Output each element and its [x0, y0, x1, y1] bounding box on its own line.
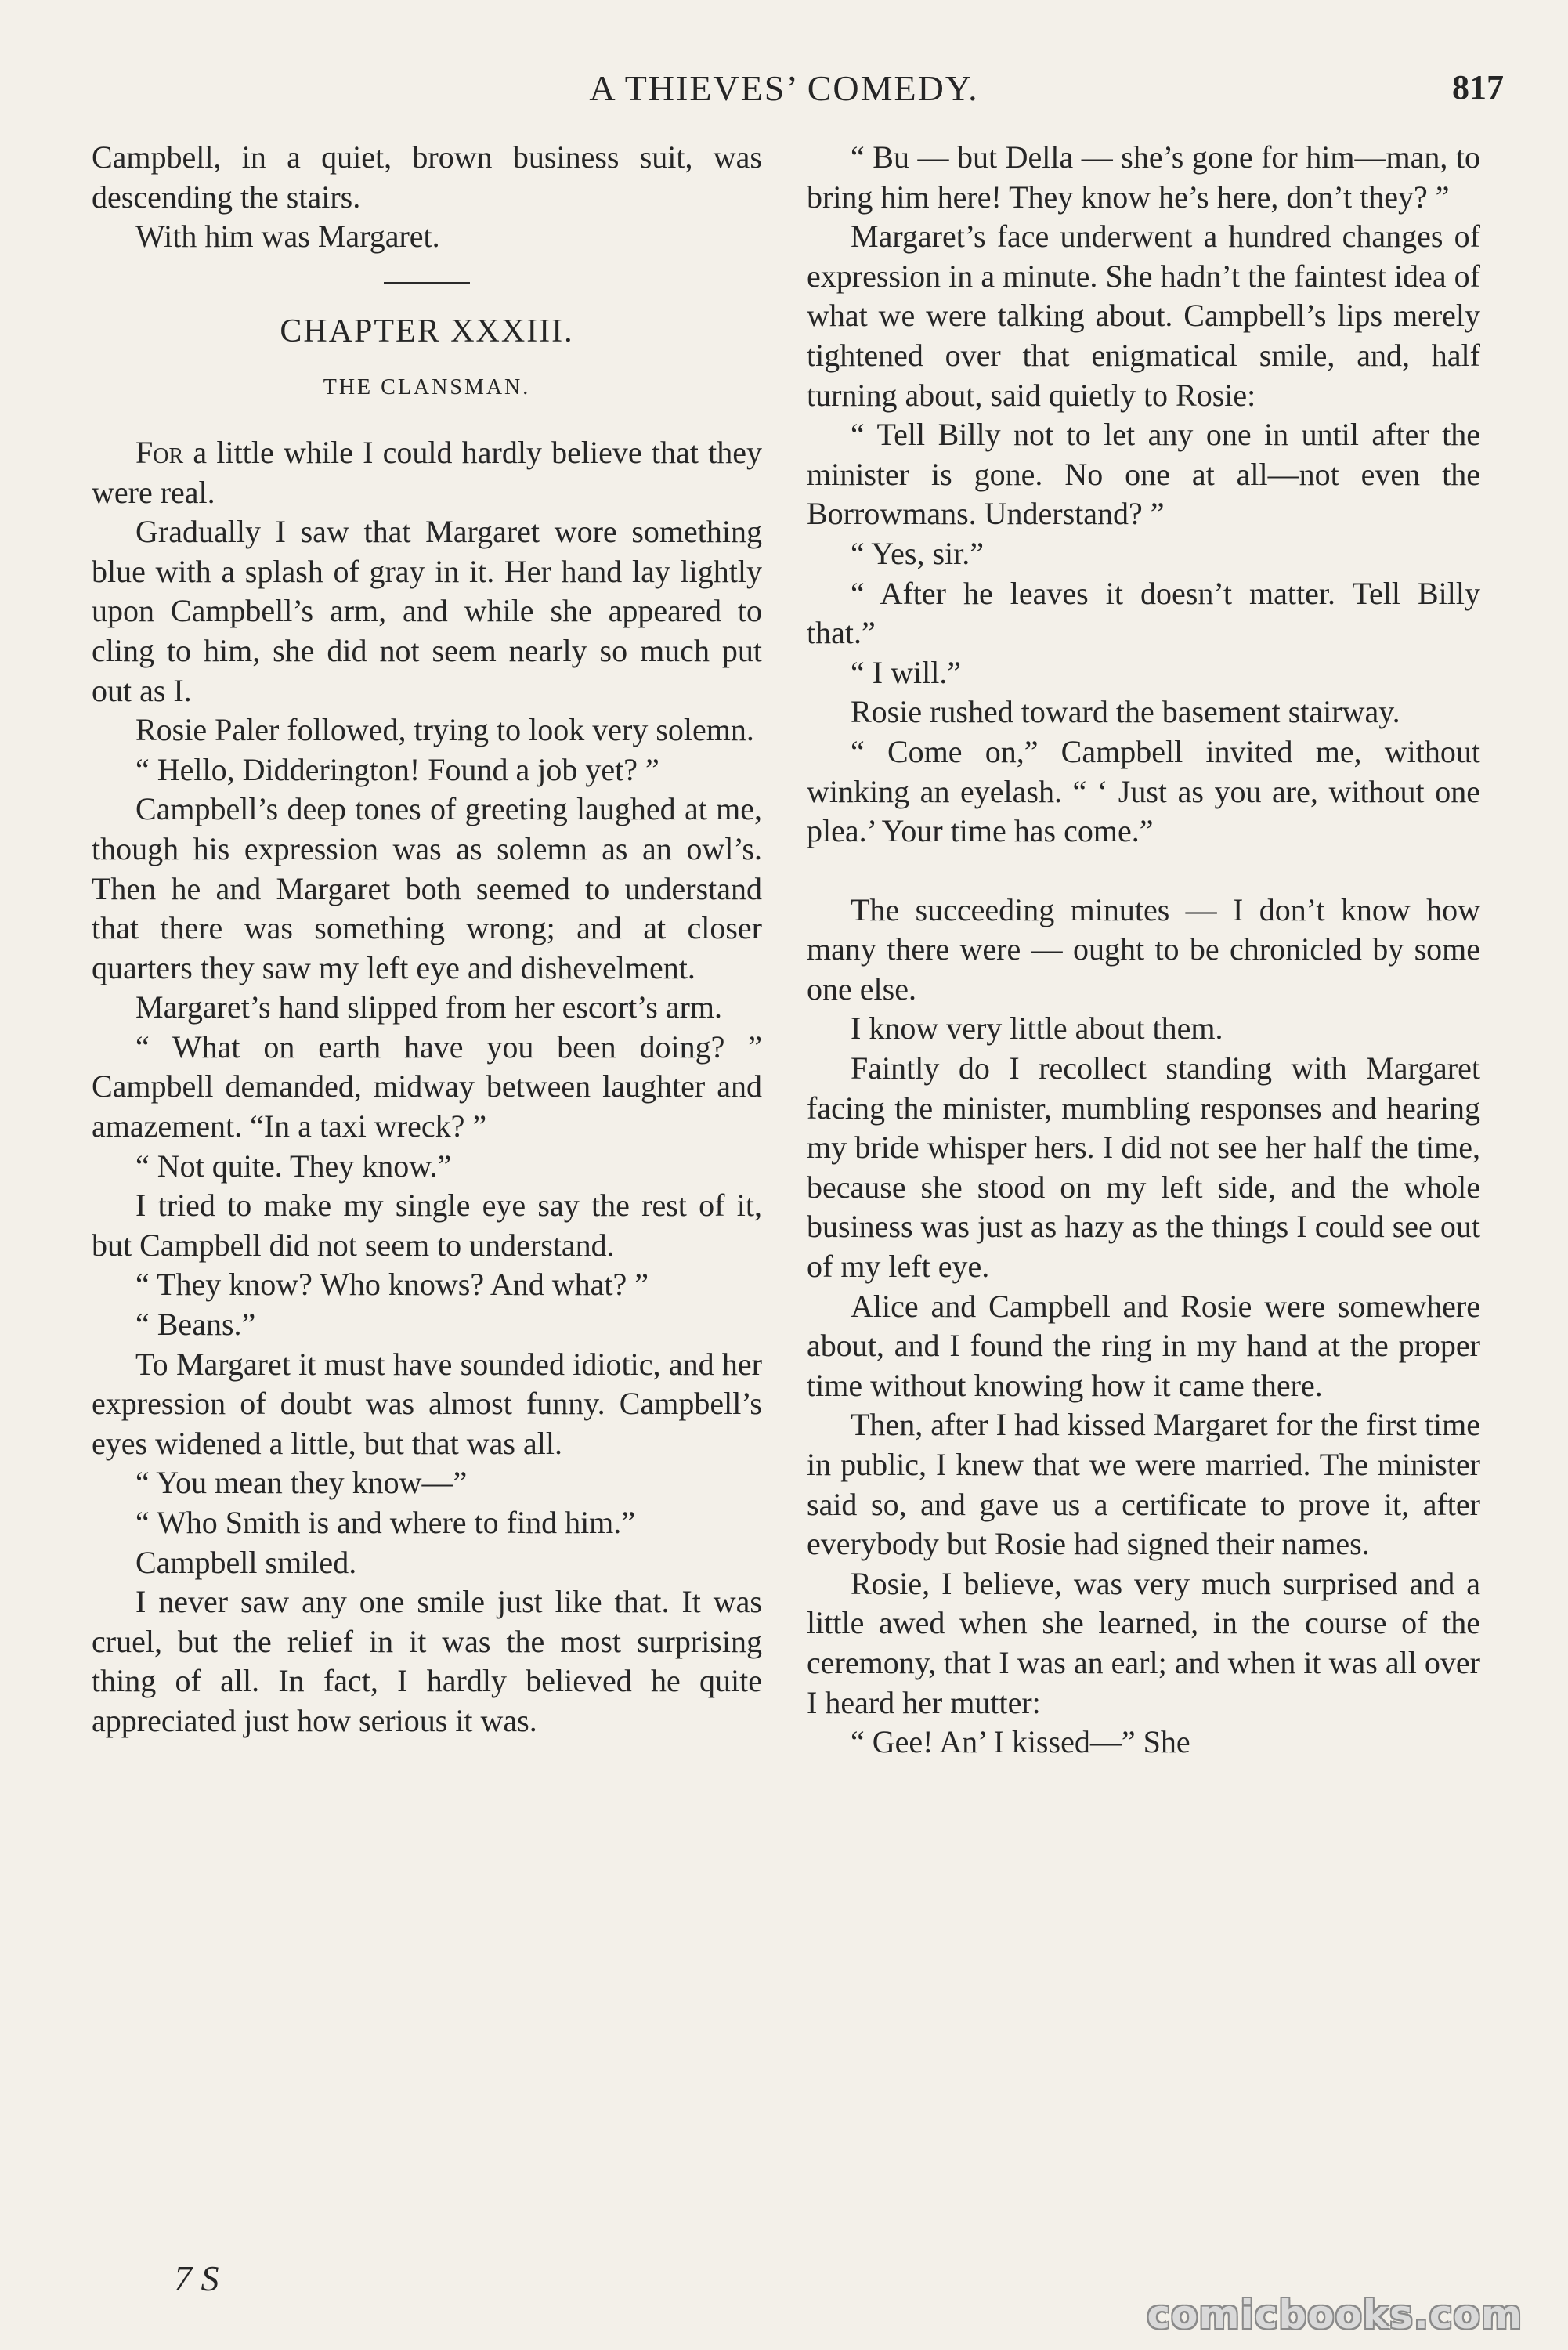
paragraph: Rosie rushed toward the basement stairway.	[851, 694, 1400, 730]
paragraph: “ Hello, Didderington! Found a job yet? ”	[135, 751, 659, 787]
paragraph: “ I will.”	[851, 654, 962, 690]
paragraph: Campbell smiled.	[135, 1544, 357, 1580]
chapter-opening-text: a little while I could hardly believe that they were real.	[92, 434, 762, 510]
paragraph: Rosie, I believe, was very much surprised and a little awed when she learned, in the course of the ceremony, that I was an earl; and when it was all over I heard her mutter:	[807, 1565, 1480, 1720]
signature-mark: 7 S	[174, 2258, 219, 2298]
paragraph: “ Who Smith is and where to find him.”	[135, 1505, 636, 1540]
paragraph: Gradually I saw that Margaret wore something blue with a splash of gray in it. Her hand lay lightly upon Campbell’s arm, and while she appeared to cling to him, she did not seem nearly so much put out as I.	[92, 514, 762, 708]
paragraph: “ Not quite. They know.”	[135, 1148, 452, 1184]
right-column	[807, 138, 1480, 1762]
paragraph: Alice and Campbell and Rosie were somewhere about, and I found the ring in my hand at the proper time without knowing how it came there.	[807, 1288, 1480, 1403]
left-paragraphs	[92, 512, 762, 1741]
paragraph: The succeeding minutes — I don’t know how many there were — ought to be chronicled by some one else.	[807, 891, 1480, 1007]
paragraph: “ Tell Billy not to let any one in until after the minister is gone. No one at all—not even the Borrowmans. Understand? ”	[807, 417, 1480, 532]
chapter-opening-paragraph	[92, 433, 762, 512]
paragraph: Rosie Paler followed, trying to look very solemn.	[135, 712, 754, 748]
paragraph: “ Yes, sir.”	[851, 535, 985, 571]
chapter-heading: CHAPTER XXXIII.	[280, 313, 574, 349]
paragraph: Campbell’s deep tones of greeting laughed at me, though his expression was as solemn as an owl’s. Then he and Margaret both seemed to understand that there was something wrong; and at closer quarters they saw my left eye and dishevelment.	[92, 791, 762, 985]
chapter-divider-rule	[384, 282, 470, 284]
paragraph: I know very little about them.	[851, 1010, 1223, 1047]
paragraph: “ Gee! An’ I kissed—” She	[851, 1724, 1190, 1760]
running-title: A THIEVES’ COMEDY.	[589, 68, 979, 108]
paragraph: Then, after I had kissed Margaret for the first time in public, I knew that we were married. The minister said so, and gave us a certificate to prove it, after everybody but Rosie had signed their names.	[807, 1407, 1480, 1562]
page-number: 817	[1452, 68, 1504, 107]
section-break	[807, 851, 1480, 891]
paragraph: Campbell, in a quiet, brown business suit, was descending the stairs.	[92, 139, 762, 215]
right-paragraphs-after-break	[807, 891, 1480, 1762]
intro-paragraphs	[92, 138, 762, 257]
paragraph: “ What on earth have you been doing? ” Campbell demanded, midway between laughter and amazement. “In a taxi wreck? ”	[92, 1029, 762, 1144]
left-column	[92, 138, 762, 1741]
paragraph: I tried to make my single eye say the rest of it, but Campbell did not seem to understand.	[92, 1188, 762, 1263]
paragraph: “ They know? Who knows? And what? ”	[135, 1267, 649, 1303]
paragraph: I never saw any one smile just like that. It was cruel, but the relief in it was the most surprising thing of all. In fact, I hardly believed he quite appreciated just how serious it was.	[92, 1584, 762, 1738]
paragraph: To Margaret it must have sounded idiotic, and her expression of doubt was almost funny. Campbell’s eyes widened a little, but that was all.	[92, 1346, 762, 1461]
watermark-logo: comicbooks.com	[1147, 2292, 1523, 2337]
paragraph: Margaret’s hand slipped from her escort’s arm.	[135, 989, 723, 1025]
paragraph: “ Bu — but Della — she’s gone for him—man, to bring him here! They know he’s here, don’t they? ”	[807, 139, 1480, 215]
paragraph: “ You mean they know—”	[135, 1465, 468, 1501]
running-head	[0, 67, 1568, 114]
chapter-subtitle: THE CLANSMAN.	[323, 375, 531, 400]
chapter-first-word: For	[135, 434, 184, 470]
paragraph: With him was Margaret.	[135, 219, 440, 255]
paragraph: “ After he leaves it doesn’t matter. Tell Billy that.”	[807, 575, 1480, 651]
paragraph: “ Come on,” Campbell invited me, without winking an eyelash. “ ‘ Just as you are, without one plea.’ Your time has come.”	[807, 733, 1480, 849]
paragraph: Faintly do I recollect standing with Margaret facing the minister, mumbling responses and hearing my bride whisper hers. I did not see her half the time, because she stood on my left side, and the whole business was just as hazy as the things I could see out of my left eye.	[807, 1050, 1480, 1285]
paragraph: Margaret’s face underwent a hundred changes of expression in a minute. She hadn’t the faintest idea of what we were talking about. Campbell’s lips merely tightened over that enigmatical smile, and, half turning about, said quietly to Rosie:	[807, 219, 1480, 413]
paragraph: “ Beans.”	[135, 1307, 256, 1343]
right-paragraphs	[807, 138, 1480, 851]
